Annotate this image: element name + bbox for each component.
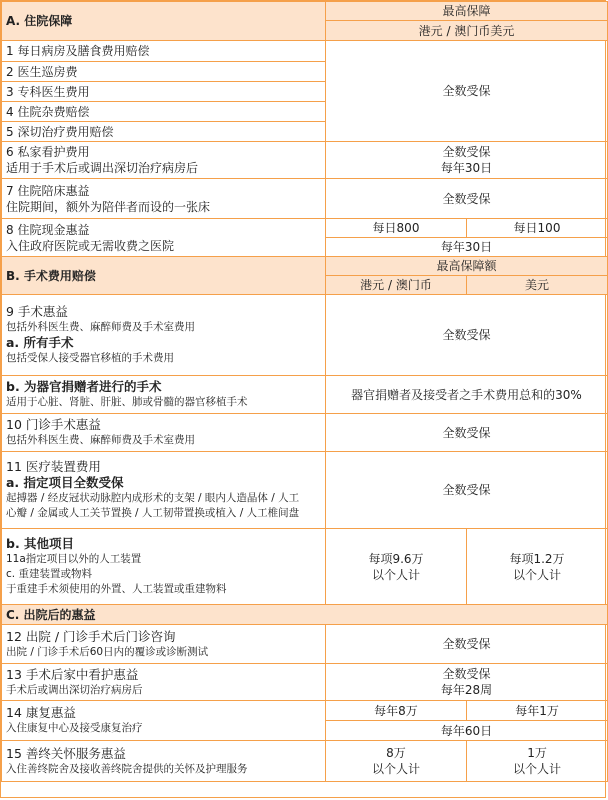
item-9b-title: b. 为器官捐赠者进行的手术 <box>6 379 162 394</box>
item-13-title: 13 手术后家中看护惠益 <box>6 666 139 682</box>
item-6-value-1: 全数受保 <box>442 145 491 159</box>
item-8-value-usd: 每日100 <box>467 219 608 238</box>
item-8-value-year: 每年30日 <box>326 238 608 257</box>
item-9a-value: 全数受保 <box>326 295 608 376</box>
benefits-grid <box>1 1 608 782</box>
item-15-value-hkd-2: 以个人计 <box>371 762 420 776</box>
item-10 <box>2 414 326 452</box>
item-10-note: 包括外科医生费、麻醉师费及手术室费用 <box>6 434 195 446</box>
section-b-title: B. 手术费用赔偿 <box>2 257 326 295</box>
item-7 <box>2 179 326 219</box>
item-8 <box>2 219 326 257</box>
item-14-value-hkd: 每年8万 <box>326 701 467 721</box>
item-15-value-usd-1: 1万 <box>527 746 547 760</box>
item-14-value-year: 每年60日 <box>326 721 608 741</box>
item-10-title: 10 门诊手术惠益 <box>6 417 101 432</box>
item-11a-title: a. 指定项目全数受保 <box>6 475 124 490</box>
item-11b-value-usd <box>467 529 608 605</box>
item-13-note: 手术后或调出深切治疗病房后 <box>6 683 143 696</box>
item-7-value: 全数受保 <box>326 179 608 219</box>
item-15-value-usd-2: 以个人计 <box>513 762 562 776</box>
item-11-title: 11 医疗装置费用 <box>6 459 101 474</box>
item-13-value <box>326 664 608 701</box>
item-1: 1 每日病房及膳食费用赔偿 <box>2 41 326 62</box>
section-a-title: A. 住院保障 <box>2 2 326 41</box>
item-6-value <box>326 142 608 179</box>
item-13 <box>2 664 326 701</box>
item-14-title: 14 康复惠益 <box>6 705 76 720</box>
item-11b-title: b. 其他项目 <box>6 536 75 551</box>
item-9b-value: 器官捐赠者及接受者之手术费用总和的30% <box>326 376 608 414</box>
item-11a-value: 全数受保 <box>326 452 608 529</box>
item-9b-note: 适用于心脏、肾脏、肝脏、肺或骨髓的器官移植手术 <box>6 396 248 408</box>
section-a-header-top: 最高保障 <box>326 2 608 21</box>
item-15-title: 15 善终关怀服务惠益 <box>6 745 126 761</box>
item-11b-value-hkd-1: 每项9.6万 <box>368 551 424 566</box>
item-13-value-1: 全数受保 <box>442 667 491 681</box>
items-1-5-value: 全数受保 <box>326 41 608 142</box>
section-b-col-hkd: 港元 / 澳门币 <box>326 276 467 295</box>
item-12-title: 12 出院 / 门诊手术后门诊咨询 <box>6 628 176 644</box>
item-6-note: 适用于手术后或调出深切治疗病房后 <box>6 161 199 175</box>
item-8-title: 8 住院现金惠益 <box>6 222 90 237</box>
item-8-value-hkd: 每日800 <box>326 219 467 238</box>
item-11b <box>2 529 326 605</box>
section-b-header-top: 最高保障额 <box>326 257 608 276</box>
item-9b <box>2 376 326 414</box>
item-12 <box>2 625 326 664</box>
item-14-note: 入住康复中心及接受康复治疗 <box>6 722 143 734</box>
item-11b-note-3: 于重建手术须使用的外置、人工装置或重建物料 <box>6 583 227 595</box>
item-10-value: 全数受保 <box>326 414 608 452</box>
item-15 <box>2 741 326 782</box>
item-11b-value-hkd <box>326 529 467 605</box>
item-5: 5 深切治疗费用赔偿 <box>2 122 326 142</box>
item-9a-note: 包括受保人接受器官移植的手术费用 <box>6 352 174 364</box>
item-7-note: 住院期间，额外为陪伴者而设的一张床 <box>6 199 211 214</box>
item-6-title: 6 私家看护费用 <box>6 145 90 159</box>
item-11b-value-hkd-2: 以个人计 <box>371 567 420 582</box>
item-9-title: 9 手术惠益 <box>6 304 68 319</box>
item-11a-note-2: 心瓣 / 金属或人工关节置换 / 人工韧带置换或植入 / 人工椎间盘 <box>6 507 300 519</box>
item-11b-value-usd-2: 以个人计 <box>513 567 562 582</box>
item-12-note: 出院 / 门诊手术后60日内的覆诊或诊断测试 <box>6 645 209 658</box>
item-15-value-hkd-1: 8万 <box>386 746 406 760</box>
section-a-header-currency: 港元 / 澳门币美元 <box>326 21 608 41</box>
section-b-col-usd: 美元 <box>467 276 608 295</box>
item-11a-note-1: 起搏器 / 经皮冠状动脉腔内成形术的支架 / 眼内人造晶体 / 人工 <box>6 492 300 504</box>
item-7-title: 7 住院陪床惠益 <box>6 183 90 198</box>
item-11 <box>2 452 326 529</box>
item-15-value-hkd <box>326 741 467 782</box>
item-2: 2 医生巡房费 <box>2 62 326 82</box>
item-9 <box>2 295 326 376</box>
item-13-value-2: 每年28周 <box>440 683 493 697</box>
item-6 <box>2 142 326 179</box>
item-11b-note-2: c. 重建装置或物料 <box>6 568 92 580</box>
item-6-value-2: 每年30日 <box>440 161 493 175</box>
item-8-note: 入住政府医院或无需收费之医院 <box>6 238 175 253</box>
item-12-value: 全数受保 <box>326 625 608 664</box>
item-11b-note-1: 11a指定项目以外的人工装置 <box>6 553 142 565</box>
item-3: 3 专科医生费用 <box>2 82 326 102</box>
item-14-value-usd: 每年1万 <box>467 701 608 721</box>
item-4: 4 住院杂费赔偿 <box>2 102 326 122</box>
section-c-title: C. 出院后的惠益 <box>2 605 608 625</box>
item-9a-title: a. 所有手术 <box>6 335 74 350</box>
item-15-note: 入住善终院舍及接收善终院舍提供的关怀及护理服务 <box>6 762 248 775</box>
item-11b-value-usd-1: 每项1.2万 <box>509 551 565 566</box>
item-15-value-usd <box>467 741 608 782</box>
item-9-note: 包括外科医生费、麻醉师费及手术室费用 <box>6 321 195 333</box>
item-14 <box>2 701 326 741</box>
